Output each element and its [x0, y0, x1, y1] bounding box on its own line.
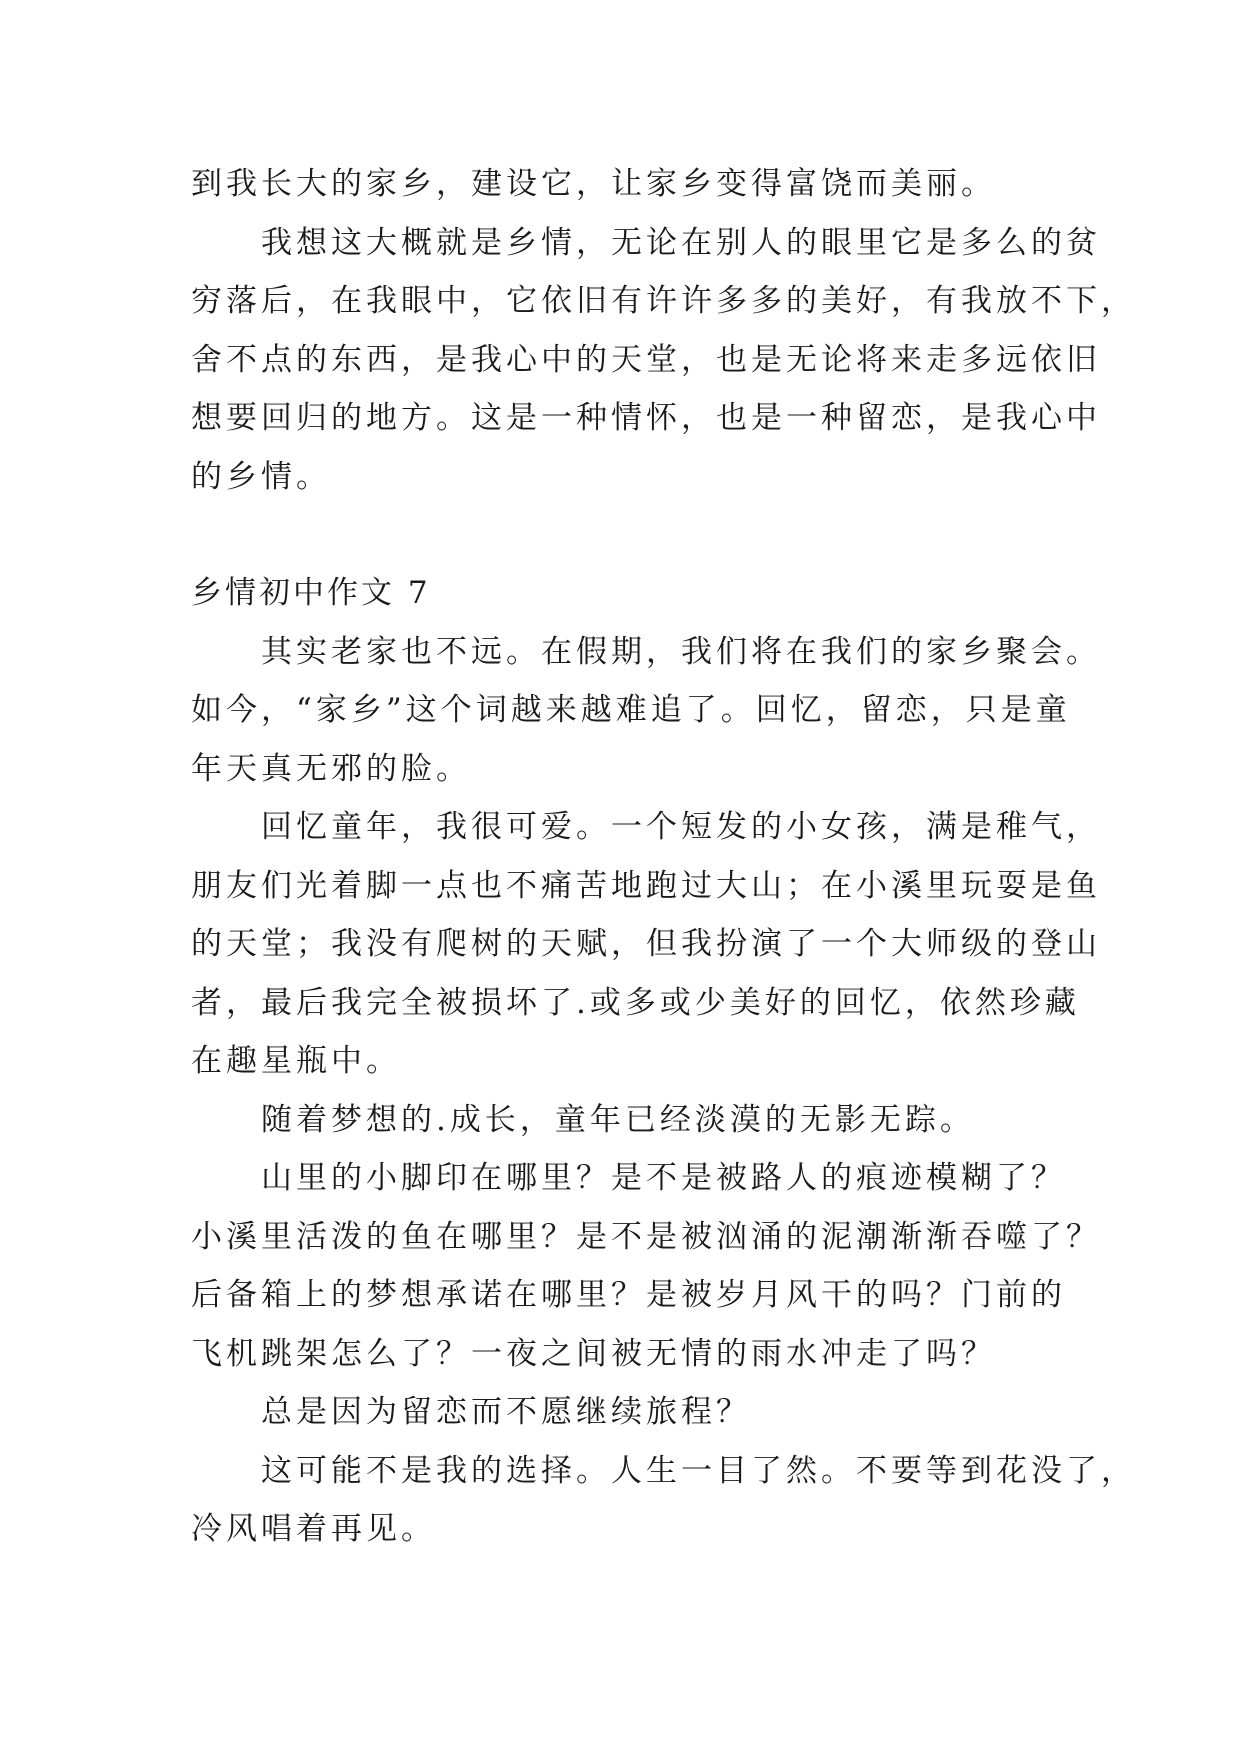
- paragraph-start-line: 回忆童年，我很可爱。一个短发的小女孩，满是稚气，: [261, 809, 1101, 845]
- text-line: 冷风唱着再见。: [191, 1511, 436, 1547]
- text-line: 的乡情。: [191, 458, 331, 495]
- document-body: [191, 155, 1136, 1559]
- paragraph-start-line: 随着梦想的.成长，童年已经淡漠的无影无踪。: [261, 1101, 975, 1138]
- essay-title: 乡情初中作文 7: [191, 575, 431, 611]
- paragraph-start-line: 总是因为留恋而不愿继续旅程？: [261, 1394, 751, 1430]
- text-line: 在趣星瓶中。: [191, 1043, 401, 1079]
- text-line: 想要回归的地方。这是一种情怀，也是一种留恋，是我心中: [191, 400, 1101, 436]
- text-line: 到我长大的家乡，建设它，让家乡变得富饶而美丽。: [191, 166, 996, 202]
- text-line: 飞机跳架怎么了？一夜之间被无情的雨水冲走了吗？: [191, 1335, 996, 1372]
- paragraph-start-line: 这可能不是我的选择。人生一目了然。不要等到花没了，: [261, 1452, 1136, 1489]
- paragraph-start-line: 其实老家也不远。在假期，我们将在我们的家乡聚会。: [261, 633, 1101, 670]
- text-line: 者，最后我完全被损坏了.或多或少美好的回忆，依然珍藏: [191, 984, 1080, 1021]
- paragraph-start-line: 山里的小脚印在哪里？是不是被路人的痕迹模糊了？: [261, 1160, 1066, 1196]
- text-line: 小溪里活泼的鱼在哪里？是不是被汹涌的泥潮渐渐吞噬了？: [191, 1218, 1101, 1255]
- text-line: 年天真无邪的脸。: [191, 750, 471, 787]
- paragraph-start-line: 我想这大概就是乡情，无论在别人的眼里它是多么的贫: [261, 224, 1101, 261]
- text-line: 穷落后，在我眼中，它依旧有许许多多的美好，有我放不下，: [191, 283, 1136, 319]
- text-line: 后备箱上的梦想承诺在哪里？是被岁月风干的吗？门前的: [191, 1277, 1066, 1313]
- text-line: 朋友们光着脚一点也不痛苦地跑过大山；在小溪里玩耍是鱼: [191, 867, 1101, 904]
- section-spacer: [191, 506, 1071, 564]
- text-line: 的天堂；我没有爬树的天赋，但我扮演了一个大师级的登山: [191, 926, 1101, 962]
- text-line: 舍不点的东西，是我心中的天堂，也是无论将来走多远依旧: [191, 341, 1101, 378]
- text-line: 如今，“家乡”这个词越来越难追了。回忆，留恋，只是童: [191, 692, 1071, 728]
